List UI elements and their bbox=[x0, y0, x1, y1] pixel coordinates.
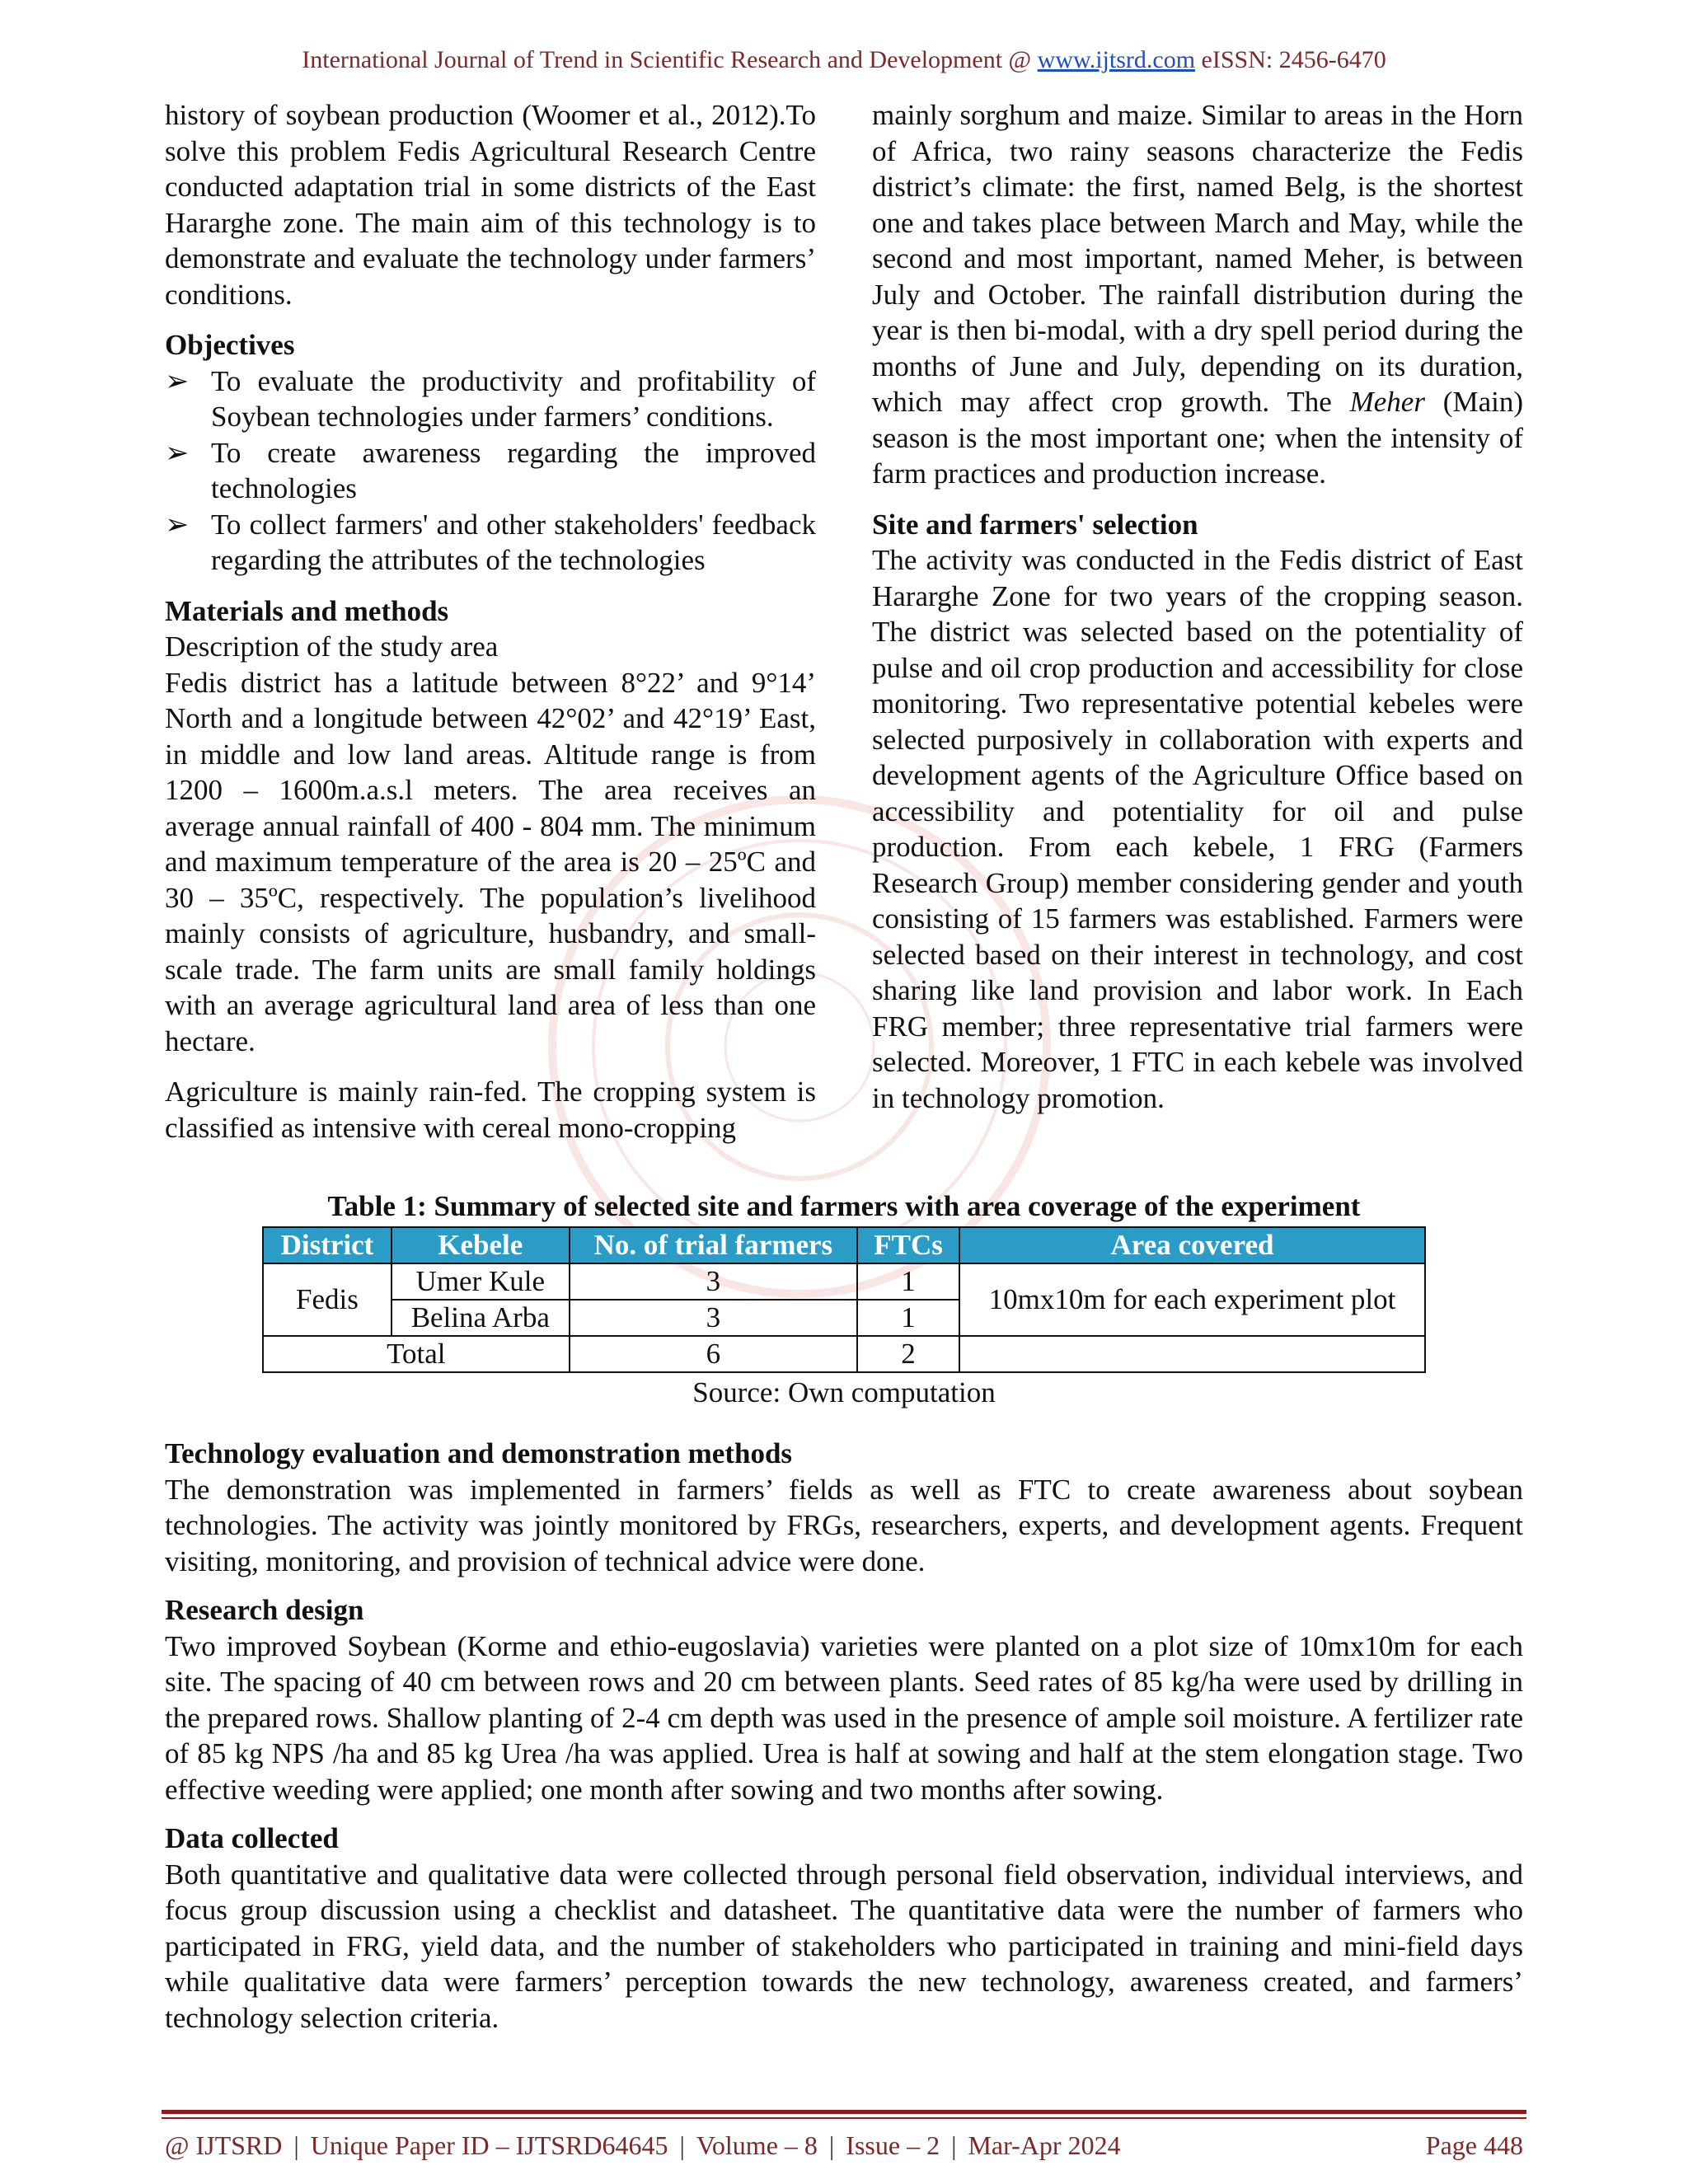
footer-rule bbox=[162, 2110, 1526, 2114]
arrow-bullet-icon: ➢ bbox=[165, 508, 190, 541]
table-source: Source: Own computation bbox=[692, 1376, 996, 1408]
objectives-heading: Objectives bbox=[165, 329, 295, 361]
arrow-bullet-icon: ➢ bbox=[165, 436, 190, 469]
research-design-heading: Research design bbox=[165, 1594, 364, 1626]
footer-paper-id: Unique Paper ID – IJTSRD64645 bbox=[310, 2130, 668, 2160]
table-total-row bbox=[263, 1336, 1425, 1372]
farmers-cell: 3 bbox=[570, 1263, 857, 1300]
journal-website-link[interactable]: www.ijtsrd.com bbox=[1037, 46, 1196, 73]
table-header-cell: Area covered bbox=[959, 1227, 1425, 1263]
footer-journal: @ IJTSRD bbox=[165, 2130, 283, 2160]
table-header-cell: District bbox=[263, 1227, 392, 1263]
study-area-subheading: Description of the study area bbox=[165, 630, 499, 663]
table-row bbox=[263, 1263, 1425, 1300]
data-collected-paragraph: Both quantitative and qualitative data were collected through personal field observation, individual interviews, and focus group discussion using a checklist and datasheet. The quantitative data were the number of farmers who participated in FRG, yield data, and the number of stakeholders who participated in training and mini-field days while qualitative data were farmers’ perception towards the new technology, awareness created, and farmers’ technology selection criteria. bbox=[165, 1858, 1523, 2034]
area-covered-cell: 10mx10m for each experiment plot bbox=[959, 1263, 1425, 1336]
site-selection-heading: Site and farmers' selection bbox=[872, 508, 1198, 541]
data-collected-heading: Data collected bbox=[165, 1822, 339, 1854]
right-column bbox=[872, 97, 1523, 1131]
tech-evaluation-paragraph: The demonstration was implemented in farmers’ fields as well as FTC to create awareness about soybean technologies. The activity was jointly monitored by FRGs, researchers, experts, and development agents. Frequent visiting, monitoring, and provision of technical advice were done. bbox=[165, 1473, 1523, 1577]
site-selection-paragraph: The activity was conducted in the Fedis district of East Hararghe Zone for two years of the cropping season. The district was selected based on the potentiality of pulse and oil crop production and accessibility for close monitoring. Two representative potential kebeles were selected purposively in collaboration with experts and development agents of the Agriculture Office based on accessibility and potentiality for oil and pulse production. From each kebele, 1 FRG (Farmers Research Group) member considering gender and youth consisting of 15 farmers was established. Farmers were selected based on their interest in technology, and cost sharing like land provision and labor work. In Each FRG member; three representative trial farmers were selected. Moreover, 1 FTC in each kebele was involved in technology promotion. bbox=[872, 544, 1523, 1114]
table-header-row bbox=[263, 1227, 1425, 1263]
running-header bbox=[0, 46, 1688, 74]
ftcs-cell: 1 bbox=[857, 1300, 959, 1336]
district-cell: Fedis bbox=[263, 1263, 392, 1336]
total-farmers-cell: 6 bbox=[570, 1336, 857, 1372]
summary-table bbox=[262, 1226, 1426, 1373]
full-width-sections bbox=[165, 1426, 1523, 2049]
kebele-cell: Umer Kule bbox=[392, 1263, 570, 1300]
footer-date: Mar-Apr 2024 bbox=[968, 2130, 1121, 2160]
objective-item: ➢ To create awareness regarding the improved technologies bbox=[165, 436, 816, 504]
footer-info: @ IJTSRD | Unique Paper ID – IJTSRD64645 | Volume – 8 | Issue – 2 | Mar-Apr 2024 bbox=[165, 2130, 1121, 2160]
page-footer bbox=[165, 2130, 1523, 2161]
objectives-list bbox=[165, 363, 816, 579]
table-header-cell: FTCs bbox=[857, 1227, 959, 1263]
kebele-cell: Belina Arba bbox=[392, 1300, 570, 1336]
arrow-bullet-icon: ➢ bbox=[165, 364, 190, 397]
total-ftcs-cell: 2 bbox=[857, 1336, 959, 1372]
table-title: Table 1: Summary of selected site and farmers with area coverage of the experiment bbox=[327, 1190, 1361, 1222]
ftcs-cell: 1 bbox=[857, 1263, 959, 1300]
header-issn: eISSN: 2456-6470 bbox=[1195, 46, 1386, 73]
objective-item: ➢ To evaluate the productivity and profitability of Soybean technologies under farmers’ conditions. bbox=[165, 364, 816, 433]
table-header-cell: No. of trial farmers bbox=[570, 1227, 857, 1263]
materials-heading: Materials and methods bbox=[165, 594, 449, 627]
empty-cell bbox=[959, 1336, 1425, 1372]
intro-paragraph: history of soybean production (Woomer et al., 2012).To solve this problem Fedis Agricultural Research Centre conducted adaptation trial in some districts of the East Hararghe zone. The main aim of this technology is to demonstrate and evaluate the technology under farmers’ conditions. bbox=[165, 99, 816, 311]
agriculture-paragraph: Agriculture is mainly rain-fed. The cropping system is classified as intensive with cereal mono-cropping bbox=[165, 1076, 816, 1144]
meher-term: Meher bbox=[1349, 386, 1425, 418]
climate-paragraph: mainly sorghum and maize. Similar to areas in the Horn of Africa, two rainy seasons characterize the Fedis district’s climate: the first, named Belg, is the shortest one and takes place between March and May, while the second and most important, named Meher, is between July and October. The rainfall distribution during the year is then bi-modal, with a dry spell period during the months of June and July, depending on its duration, which may affect crop growth. The Meher (Main) season is the most important one; when the intensity of farm practices and production increase. bbox=[872, 99, 1523, 490]
study-area-paragraph: Fedis district has a latitude between 8°22’ and 9°14’ North and a longitude between 42°02’ and 42°19’ East, in middle and low land areas. Altitude range is from 1200 – 1600m.a.s.l meters. The area receives an average annual rainfall of 400 - 804 mm. The minimum and maximum temperature of the area is 20 – 25ºC and 30 – 35ºC, respectively. The population’s livelihood mainly consists of agriculture, husbandry, and small-scale trade. The farm units are small family holdings with an average agricultural land area of less than one hectare. bbox=[165, 666, 816, 1057]
research-design-paragraph: Two improved Soybean (Korme and ethio-eugoslavia) varieties were planted on a plot size of 10mx10m for each site. The spacing of 40 cm between rows and 20 cm between plants. Seed rates of 85 kg/ha were used by drilling in the prepared rows. Shallow planting of 2-4 cm depth was used in the presence of ample soil moisture. A fertilizer rate of 85 kg NPS /ha and 85 kg Urea /ha was applied. Urea is half at sowing and half at the stem elongation stage. Two effective weeding were applied; one month after sowing and two months after sowing. bbox=[165, 1629, 1523, 1806]
footer-issue: Issue – 2 bbox=[846, 2130, 940, 2160]
farmers-cell: 3 bbox=[570, 1300, 857, 1336]
header-journal-name: International Journal of Trend in Scientific Research and Development @ bbox=[302, 46, 1038, 73]
objective-item: ➢ To collect farmers' and other stakeholders' feedback regarding the attributes of the technologies bbox=[165, 508, 816, 576]
footer-volume: Volume – 8 bbox=[696, 2130, 818, 2160]
footer-rule-thin bbox=[162, 2117, 1526, 2119]
table-header-cell: Kebele bbox=[392, 1227, 570, 1263]
tech-evaluation-heading: Technology evaluation and demonstration methods bbox=[165, 1437, 793, 1469]
left-column bbox=[165, 97, 816, 1160]
total-label-cell: Total bbox=[263, 1336, 570, 1372]
footer-page-number: Page 448 bbox=[1425, 2130, 1523, 2160]
